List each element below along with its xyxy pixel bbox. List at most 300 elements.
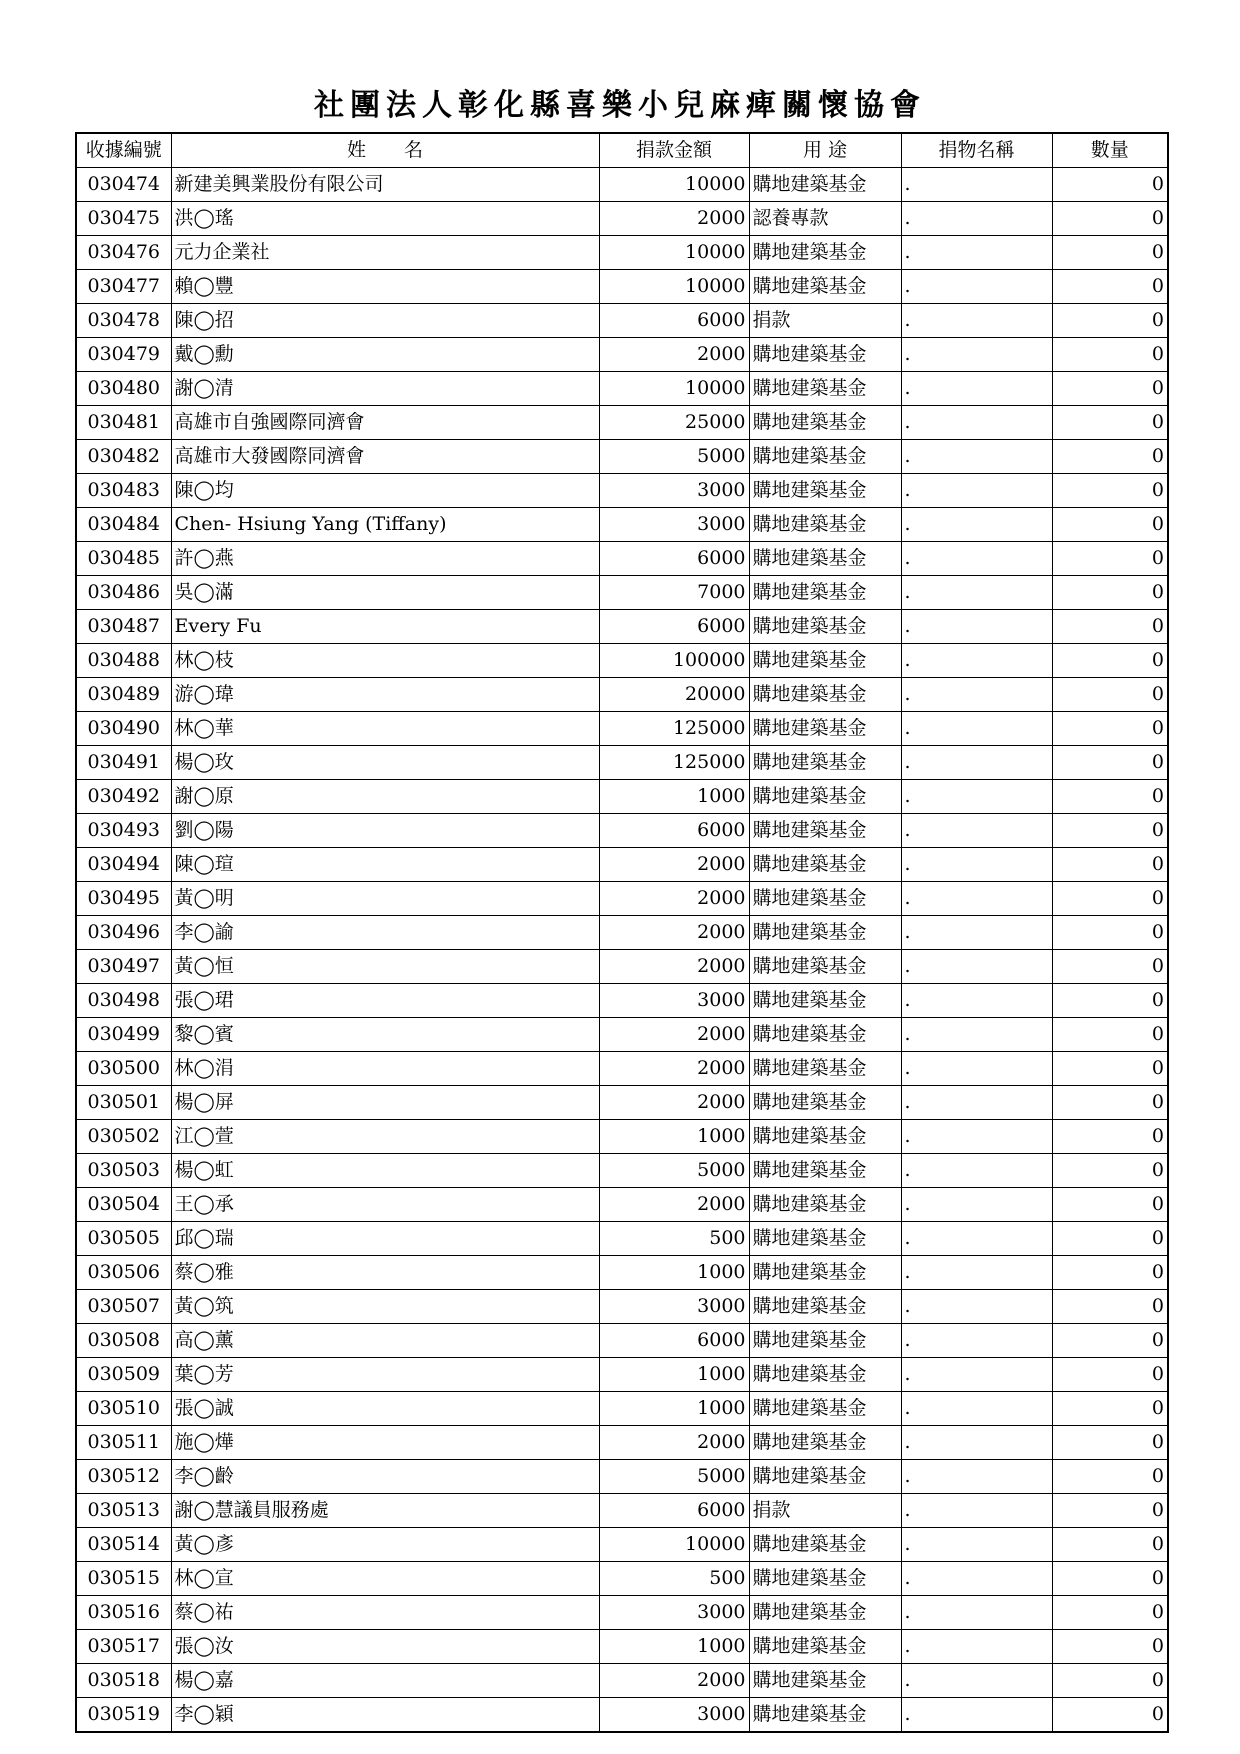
purpose-cell: 購地建築基金 (749, 1698, 901, 1733)
donor-name-cell: 葉◯芳 (171, 1358, 599, 1392)
amount-cell: 1000 (599, 1120, 749, 1154)
item-name-cell: . (901, 1358, 1052, 1392)
amount-cell: 3000 (599, 474, 749, 508)
amount-cell: 2000 (599, 1664, 749, 1698)
item-name-cell: . (901, 1664, 1052, 1698)
receipt-number-cell: 030499 (76, 1018, 171, 1052)
purpose-cell: 購地建築基金 (749, 338, 901, 372)
donor-name-cell: 楊◯玫 (171, 746, 599, 780)
item-name-cell: . (901, 202, 1052, 236)
donor-name-cell: Chen- Hsiung Yang (Tiffany) (171, 508, 599, 542)
purpose-cell: 購地建築基金 (749, 1154, 901, 1188)
amount-cell: 10000 (599, 1528, 749, 1562)
receipt-number-cell: 030485 (76, 542, 171, 576)
quantity-cell: 0 (1052, 848, 1168, 882)
quantity-cell: 0 (1052, 1664, 1168, 1698)
amount-cell: 5000 (599, 1154, 749, 1188)
receipt-number-cell: 030497 (76, 950, 171, 984)
quantity-cell: 0 (1052, 610, 1168, 644)
amount-cell: 125000 (599, 746, 749, 780)
item-name-cell: . (901, 1188, 1052, 1222)
receipt-number-cell: 030475 (76, 202, 171, 236)
table-row (76, 814, 1168, 848)
purpose-cell: 購地建築基金 (749, 1562, 901, 1596)
table-row (76, 644, 1168, 678)
amount-cell: 2000 (599, 848, 749, 882)
purpose-cell: 購地建築基金 (749, 1256, 901, 1290)
purpose-cell: 購地建築基金 (749, 1290, 901, 1324)
table-row (76, 882, 1168, 916)
quantity-cell: 0 (1052, 1698, 1168, 1733)
quantity-cell: 0 (1052, 1630, 1168, 1664)
table-row (76, 542, 1168, 576)
item-name-cell: . (901, 1052, 1052, 1086)
quantity-cell: 0 (1052, 1562, 1168, 1596)
donor-name-cell: 新建美興業股份有限公司 (171, 168, 599, 202)
quantity-cell: 0 (1052, 542, 1168, 576)
donor-name-cell: 蔡◯雅 (171, 1256, 599, 1290)
purpose-cell: 購地建築基金 (749, 610, 901, 644)
donor-name-cell: 林◯枝 (171, 644, 599, 678)
item-name-cell: . (901, 610, 1052, 644)
quantity-cell: 0 (1052, 1494, 1168, 1528)
table-row (76, 1358, 1168, 1392)
donor-name-cell: 林◯涓 (171, 1052, 599, 1086)
donor-name-cell: 陳◯招 (171, 304, 599, 338)
donor-name-cell: 李◯穎 (171, 1698, 599, 1733)
column-header-amount: 捐款金額 (599, 133, 749, 168)
receipt-number-cell: 030481 (76, 406, 171, 440)
donor-name-cell: 高雄市自強國際同濟會 (171, 406, 599, 440)
amount-cell: 6000 (599, 814, 749, 848)
amount-cell: 3000 (599, 984, 749, 1018)
table-row (76, 1698, 1168, 1733)
item-name-cell: . (901, 508, 1052, 542)
purpose-cell: 購地建築基金 (749, 984, 901, 1018)
amount-cell: 6000 (599, 542, 749, 576)
amount-cell: 2000 (599, 882, 749, 916)
quantity-cell: 0 (1052, 1596, 1168, 1630)
purpose-cell: 購地建築基金 (749, 270, 901, 304)
table-row (76, 1664, 1168, 1698)
amount-cell: 6000 (599, 304, 749, 338)
donor-name-cell: 楊◯虹 (171, 1154, 599, 1188)
purpose-cell: 購地建築基金 (749, 712, 901, 746)
receipt-number-cell: 030504 (76, 1188, 171, 1222)
table-row (76, 1528, 1168, 1562)
purpose-cell: 購地建築基金 (749, 746, 901, 780)
table-row (76, 168, 1168, 202)
quantity-cell: 0 (1052, 678, 1168, 712)
purpose-cell: 購地建築基金 (749, 1358, 901, 1392)
quantity-cell: 0 (1052, 814, 1168, 848)
donor-name-cell: 謝◯清 (171, 372, 599, 406)
amount-cell: 100000 (599, 644, 749, 678)
receipt-number-cell: 030476 (76, 236, 171, 270)
receipt-number-cell: 030494 (76, 848, 171, 882)
donor-name-cell: 戴◯勳 (171, 338, 599, 372)
receipt-number-cell: 030480 (76, 372, 171, 406)
quantity-cell: 0 (1052, 1052, 1168, 1086)
donor-name-cell: 江◯萱 (171, 1120, 599, 1154)
item-name-cell: . (901, 1494, 1052, 1528)
table-row (76, 712, 1168, 746)
item-name-cell: . (901, 1256, 1052, 1290)
donor-name-cell: 楊◯屏 (171, 1086, 599, 1120)
amount-cell: 5000 (599, 1460, 749, 1494)
quantity-cell: 0 (1052, 270, 1168, 304)
receipt-number-cell: 030519 (76, 1698, 171, 1733)
table-row (76, 1562, 1168, 1596)
table-row (76, 678, 1168, 712)
table-row (76, 338, 1168, 372)
item-name-cell: . (901, 746, 1052, 780)
table-row (76, 1460, 1168, 1494)
donor-name-cell: 游◯瑋 (171, 678, 599, 712)
table-row (76, 1256, 1168, 1290)
purpose-cell: 購地建築基金 (749, 508, 901, 542)
receipt-number-cell: 030483 (76, 474, 171, 508)
amount-cell: 10000 (599, 270, 749, 304)
amount-cell: 6000 (599, 610, 749, 644)
purpose-cell: 購地建築基金 (749, 1120, 901, 1154)
item-name-cell: . (901, 576, 1052, 610)
table-row (76, 406, 1168, 440)
receipt-number-cell: 030502 (76, 1120, 171, 1154)
table-row (76, 236, 1168, 270)
quantity-cell: 0 (1052, 780, 1168, 814)
donor-name-cell: 高◯薰 (171, 1324, 599, 1358)
table-row (76, 1052, 1168, 1086)
donor-name-cell: 黃◯筑 (171, 1290, 599, 1324)
purpose-cell: 購地建築基金 (749, 1222, 901, 1256)
quantity-cell: 0 (1052, 1188, 1168, 1222)
table-row (76, 1290, 1168, 1324)
column-header-name: 姓 名 (171, 133, 599, 168)
donor-name-cell: 張◯汝 (171, 1630, 599, 1664)
quantity-cell: 0 (1052, 1460, 1168, 1494)
table-row (76, 270, 1168, 304)
quantity-cell: 0 (1052, 440, 1168, 474)
amount-cell: 1000 (599, 780, 749, 814)
amount-cell: 500 (599, 1222, 749, 1256)
item-name-cell: . (901, 406, 1052, 440)
item-name-cell: . (901, 168, 1052, 202)
amount-cell: 1000 (599, 1392, 749, 1426)
donor-name-cell: 林◯宣 (171, 1562, 599, 1596)
receipt-number-cell: 030510 (76, 1392, 171, 1426)
donor-name-cell: 楊◯嘉 (171, 1664, 599, 1698)
donor-name-cell: 謝◯原 (171, 780, 599, 814)
donor-name-cell: 洪◯瑤 (171, 202, 599, 236)
item-name-cell: . (901, 1528, 1052, 1562)
amount-cell: 1000 (599, 1256, 749, 1290)
quantity-cell: 0 (1052, 1392, 1168, 1426)
donor-name-cell: 賴◯豐 (171, 270, 599, 304)
item-name-cell: . (901, 1290, 1052, 1324)
quantity-cell: 0 (1052, 304, 1168, 338)
donor-name-cell: 謝◯慧議員服務處 (171, 1494, 599, 1528)
purpose-cell: 購地建築基金 (749, 1528, 901, 1562)
item-name-cell: . (901, 270, 1052, 304)
purpose-cell: 購地建築基金 (749, 1324, 901, 1358)
purpose-cell: 購地建築基金 (749, 1664, 901, 1698)
receipt-number-cell: 030477 (76, 270, 171, 304)
purpose-cell: 捐款 (749, 304, 901, 338)
quantity-cell: 0 (1052, 1120, 1168, 1154)
item-name-cell: . (901, 236, 1052, 270)
purpose-cell: 購地建築基金 (749, 236, 901, 270)
table-row (76, 474, 1168, 508)
table-row (76, 916, 1168, 950)
quantity-cell: 0 (1052, 1324, 1168, 1358)
receipt-number-cell: 030498 (76, 984, 171, 1018)
purpose-cell: 購地建築基金 (749, 1188, 901, 1222)
item-name-cell: . (901, 644, 1052, 678)
item-name-cell: . (901, 440, 1052, 474)
table-row (76, 1324, 1168, 1358)
amount-cell: 2000 (599, 950, 749, 984)
donor-name-cell: 施◯燁 (171, 1426, 599, 1460)
table-row (76, 610, 1168, 644)
item-name-cell: . (901, 1392, 1052, 1426)
receipt-number-cell: 030505 (76, 1222, 171, 1256)
item-name-cell: . (901, 1222, 1052, 1256)
donor-name-cell: Every Fu (171, 610, 599, 644)
item-name-cell: . (901, 1018, 1052, 1052)
item-name-cell: . (901, 1324, 1052, 1358)
receipt-number-cell: 030513 (76, 1494, 171, 1528)
purpose-cell: 購地建築基金 (749, 882, 901, 916)
item-name-cell: . (901, 882, 1052, 916)
quantity-cell: 0 (1052, 1222, 1168, 1256)
quantity-cell: 0 (1052, 1256, 1168, 1290)
table-row (76, 746, 1168, 780)
donation-table (75, 132, 1169, 1733)
table-row (76, 984, 1168, 1018)
purpose-cell: 購地建築基金 (749, 780, 901, 814)
item-name-cell: . (901, 542, 1052, 576)
quantity-cell: 0 (1052, 474, 1168, 508)
table-row (76, 1188, 1168, 1222)
purpose-cell: 購地建築基金 (749, 1460, 901, 1494)
purpose-cell: 購地建築基金 (749, 1426, 901, 1460)
table-row (76, 1154, 1168, 1188)
donor-name-cell: 劉◯陽 (171, 814, 599, 848)
donor-name-cell: 邱◯瑞 (171, 1222, 599, 1256)
receipt-number-cell: 030490 (76, 712, 171, 746)
quantity-cell: 0 (1052, 406, 1168, 440)
item-name-cell: . (901, 1698, 1052, 1733)
item-name-cell: . (901, 848, 1052, 882)
amount-cell: 2000 (599, 1188, 749, 1222)
amount-cell: 1000 (599, 1358, 749, 1392)
item-name-cell: . (901, 780, 1052, 814)
purpose-cell: 捐款 (749, 1494, 901, 1528)
item-name-cell: . (901, 1086, 1052, 1120)
donor-name-cell: 蔡◯祐 (171, 1596, 599, 1630)
item-name-cell: . (901, 474, 1052, 508)
table-row (76, 780, 1168, 814)
receipt-number-cell: 030495 (76, 882, 171, 916)
receipt-number-cell: 030509 (76, 1358, 171, 1392)
quantity-cell: 0 (1052, 1086, 1168, 1120)
amount-cell: 20000 (599, 678, 749, 712)
table-row (76, 848, 1168, 882)
receipt-number-cell: 030518 (76, 1664, 171, 1698)
item-name-cell: . (901, 1596, 1052, 1630)
purpose-cell: 購地建築基金 (749, 576, 901, 610)
quantity-cell: 0 (1052, 236, 1168, 270)
quantity-cell: 0 (1052, 882, 1168, 916)
purpose-cell: 購地建築基金 (749, 678, 901, 712)
purpose-cell: 購地建築基金 (749, 168, 901, 202)
amount-cell: 6000 (599, 1494, 749, 1528)
item-name-cell: . (901, 916, 1052, 950)
amount-cell: 2000 (599, 1052, 749, 1086)
purpose-cell: 購地建築基金 (749, 1086, 901, 1120)
donor-name-cell: 黃◯明 (171, 882, 599, 916)
amount-cell: 10000 (599, 236, 749, 270)
amount-cell: 500 (599, 1562, 749, 1596)
receipt-number-cell: 030492 (76, 780, 171, 814)
item-name-cell: . (901, 712, 1052, 746)
column-header-item-name: 捐物名稱 (901, 133, 1052, 168)
table-row (76, 1086, 1168, 1120)
item-name-cell: . (901, 372, 1052, 406)
amount-cell: 2000 (599, 916, 749, 950)
column-header-receipt-no: 收據編號 (76, 133, 171, 168)
receipt-number-cell: 030514 (76, 1528, 171, 1562)
quantity-cell: 0 (1052, 916, 1168, 950)
purpose-cell: 購地建築基金 (749, 1018, 901, 1052)
amount-cell: 5000 (599, 440, 749, 474)
receipt-number-cell: 030512 (76, 1460, 171, 1494)
table-row (76, 1120, 1168, 1154)
purpose-cell: 購地建築基金 (749, 916, 901, 950)
table-row (76, 1596, 1168, 1630)
amount-cell: 2000 (599, 1086, 749, 1120)
purpose-cell: 購地建築基金 (749, 474, 901, 508)
receipt-number-cell: 030515 (76, 1562, 171, 1596)
receipt-number-cell: 030506 (76, 1256, 171, 1290)
receipt-number-cell: 030516 (76, 1596, 171, 1630)
table-row (76, 1630, 1168, 1664)
purpose-cell: 購地建築基金 (749, 814, 901, 848)
purpose-cell: 購地建築基金 (749, 406, 901, 440)
donor-name-cell: 張◯誠 (171, 1392, 599, 1426)
amount-cell: 3000 (599, 1698, 749, 1733)
item-name-cell: . (901, 304, 1052, 338)
purpose-cell: 購地建築基金 (749, 1392, 901, 1426)
item-name-cell: . (901, 678, 1052, 712)
quantity-cell: 0 (1052, 644, 1168, 678)
receipt-number-cell: 030478 (76, 304, 171, 338)
amount-cell: 10000 (599, 372, 749, 406)
quantity-cell: 0 (1052, 1154, 1168, 1188)
amount-cell: 2000 (599, 1426, 749, 1460)
item-name-cell: . (901, 1426, 1052, 1460)
table-row (76, 1018, 1168, 1052)
donor-name-cell: 吳◯滿 (171, 576, 599, 610)
amount-cell: 3000 (599, 1290, 749, 1324)
table-row (76, 1494, 1168, 1528)
table-row (76, 304, 1168, 338)
donor-name-cell: 黃◯恒 (171, 950, 599, 984)
quantity-cell: 0 (1052, 1018, 1168, 1052)
amount-cell: 2000 (599, 1018, 749, 1052)
receipt-number-cell: 030517 (76, 1630, 171, 1664)
purpose-cell: 購地建築基金 (749, 644, 901, 678)
receipt-number-cell: 030507 (76, 1290, 171, 1324)
column-header-purpose: 用 途 (749, 133, 901, 168)
page-title: 社團法人彰化縣喜樂小兒麻痺關懷協會 (314, 88, 926, 123)
receipt-number-cell: 030496 (76, 916, 171, 950)
receipt-number-cell: 030488 (76, 644, 171, 678)
donor-name-cell: 元力企業社 (171, 236, 599, 270)
quantity-cell: 0 (1052, 1290, 1168, 1324)
purpose-cell: 購地建築基金 (749, 950, 901, 984)
purpose-cell: 認養專款 (749, 202, 901, 236)
receipt-number-cell: 030508 (76, 1324, 171, 1358)
quantity-cell: 0 (1052, 202, 1168, 236)
item-name-cell: . (901, 1460, 1052, 1494)
table-row (76, 576, 1168, 610)
item-name-cell: . (901, 984, 1052, 1018)
amount-cell: 3000 (599, 508, 749, 542)
quantity-cell: 0 (1052, 950, 1168, 984)
amount-cell: 6000 (599, 1324, 749, 1358)
receipt-number-cell: 030511 (76, 1426, 171, 1460)
item-name-cell: . (901, 1630, 1052, 1664)
donor-name-cell: 黃◯彥 (171, 1528, 599, 1562)
donor-name-cell: 王◯承 (171, 1188, 599, 1222)
quantity-cell: 0 (1052, 576, 1168, 610)
quantity-cell: 0 (1052, 1358, 1168, 1392)
table-row (76, 1392, 1168, 1426)
donor-name-cell: 陳◯瑄 (171, 848, 599, 882)
donor-name-cell: 許◯燕 (171, 542, 599, 576)
item-name-cell: . (901, 1562, 1052, 1596)
receipt-number-cell: 030484 (76, 508, 171, 542)
receipt-number-cell: 030487 (76, 610, 171, 644)
table-body (76, 168, 1168, 1733)
quantity-cell: 0 (1052, 1528, 1168, 1562)
quantity-cell: 0 (1052, 712, 1168, 746)
receipt-number-cell: 030486 (76, 576, 171, 610)
donor-name-cell: 高雄市大發國際同濟會 (171, 440, 599, 474)
item-name-cell: . (901, 1154, 1052, 1188)
item-name-cell: . (901, 1120, 1052, 1154)
quantity-cell: 0 (1052, 372, 1168, 406)
purpose-cell: 購地建築基金 (749, 440, 901, 474)
item-name-cell: . (901, 814, 1052, 848)
donor-name-cell: 張◯珺 (171, 984, 599, 1018)
quantity-cell: 0 (1052, 168, 1168, 202)
amount-cell: 1000 (599, 1630, 749, 1664)
purpose-cell: 購地建築基金 (749, 1630, 901, 1664)
table-row (76, 202, 1168, 236)
donor-name-cell: 黎◯賓 (171, 1018, 599, 1052)
purpose-cell: 購地建築基金 (749, 542, 901, 576)
quantity-cell: 0 (1052, 1426, 1168, 1460)
receipt-number-cell: 030491 (76, 746, 171, 780)
table-row (76, 950, 1168, 984)
amount-cell: 2000 (599, 338, 749, 372)
receipt-number-cell: 030501 (76, 1086, 171, 1120)
receipt-number-cell: 030500 (76, 1052, 171, 1086)
table-row (76, 440, 1168, 474)
